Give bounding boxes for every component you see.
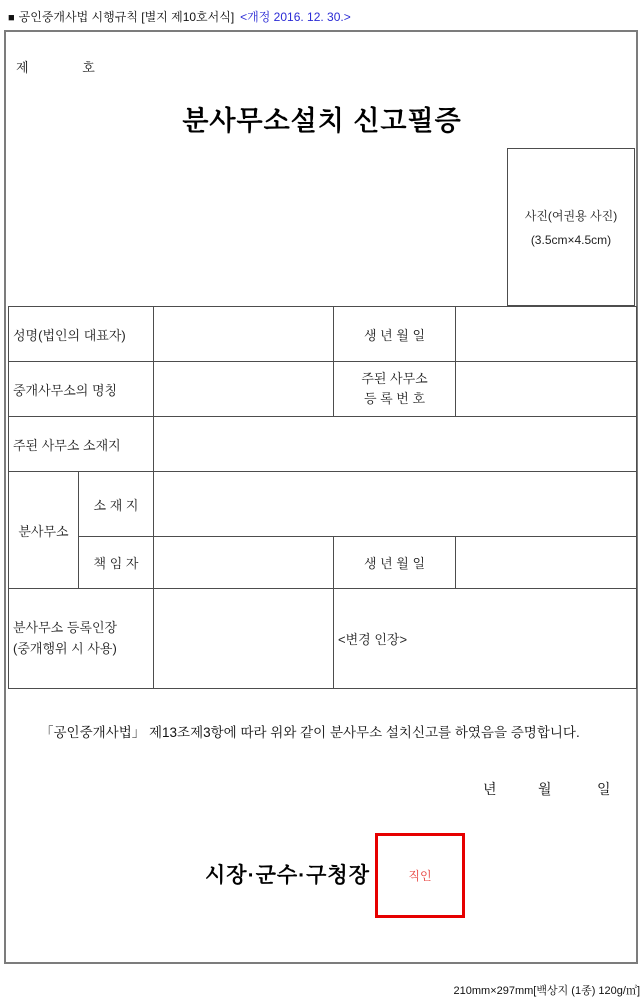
regulation-note-text: 공인중개사법 시행규칙 [별지 제10호서식]: [18, 10, 235, 24]
square-bullet-icon: ■: [8, 12, 15, 24]
main-office-reg-label-line2: 등 록 번 호: [363, 391, 426, 406]
table-row: [9, 589, 637, 689]
table-row: [9, 537, 637, 589]
date-month-label: 월: [538, 781, 552, 797]
office-name-label-cell: 중개사무소의 명칭: [9, 362, 154, 417]
issuing-authority-title: 시장·군수·구청장: [205, 864, 370, 887]
branch-manager-value-cell: [154, 537, 334, 589]
table-row: [9, 307, 637, 362]
doc-number-prefix: 제: [16, 60, 29, 75]
name-label-cell: 성명(법인의 대표자): [9, 307, 154, 362]
form-table: [8, 306, 637, 689]
office-name-value-cell: [154, 362, 334, 417]
branch-birthdate-label-cell: 생 년 월 일: [334, 537, 456, 589]
table-row: [9, 472, 637, 537]
official-seal-label: 직인: [408, 869, 432, 883]
doc-number-suffix: 호: [82, 60, 95, 75]
branch-seal-label-line2: (중개행위 시 사용): [13, 640, 117, 656]
main-office-reg-value-cell: [456, 362, 637, 417]
branch-seal-label-cell: [9, 589, 154, 689]
table-row: [9, 417, 637, 472]
main-office-reg-label-line1: 주된 사무소: [361, 370, 428, 386]
form-title: 분사무소설치 신고필증: [182, 106, 462, 136]
main-office-address-value-cell: [154, 417, 637, 472]
birthdate-value-cell: [456, 307, 637, 362]
seal-change-note-cell: <변경 인장>: [334, 589, 637, 689]
branch-seal-value-cell: [154, 589, 334, 689]
photo-placeholder-box: [507, 148, 635, 306]
branch-address-value-cell: [154, 472, 637, 537]
main-office-address-label-cell: 주된 사무소 소재지: [9, 417, 154, 472]
branch-birthdate-value-cell: [456, 537, 637, 589]
table-row: [9, 362, 637, 417]
date-day-label: 일: [597, 781, 611, 797]
photo-caption-line1: 사진(여권용 사진): [524, 209, 618, 223]
certification-statement: 「공인중개사법」 제13조제3항에 따라 위와 같이 분사무소 설치신고를 하였음을 증명합니다.: [40, 725, 580, 740]
name-value-cell: [154, 307, 334, 362]
date-year-label: 년: [483, 781, 497, 797]
branch-manager-label-cell: 책 임 자: [79, 537, 154, 589]
photo-caption-line2: (3.5cm×4.5cm): [530, 233, 612, 247]
paper-spec-footer: 210mm×297mm[백상지 (1종) 120g/㎡]: [453, 985, 640, 997]
branch-office-label-cell: 분사무소: [9, 472, 79, 589]
main-office-reg-label-cell: [334, 362, 456, 417]
official-seal-box: [375, 833, 465, 918]
birthdate-label-cell: 생 년 월 일: [334, 307, 456, 362]
regulation-note: [8, 8, 351, 25]
doc-number-line: [16, 57, 95, 76]
branch-seal-label-line1: 분사무소 등록인장: [13, 620, 118, 636]
revision-note: <개정 2016. 12. 30.>: [240, 10, 351, 24]
branch-address-label-cell: 소 재 지: [79, 472, 154, 537]
